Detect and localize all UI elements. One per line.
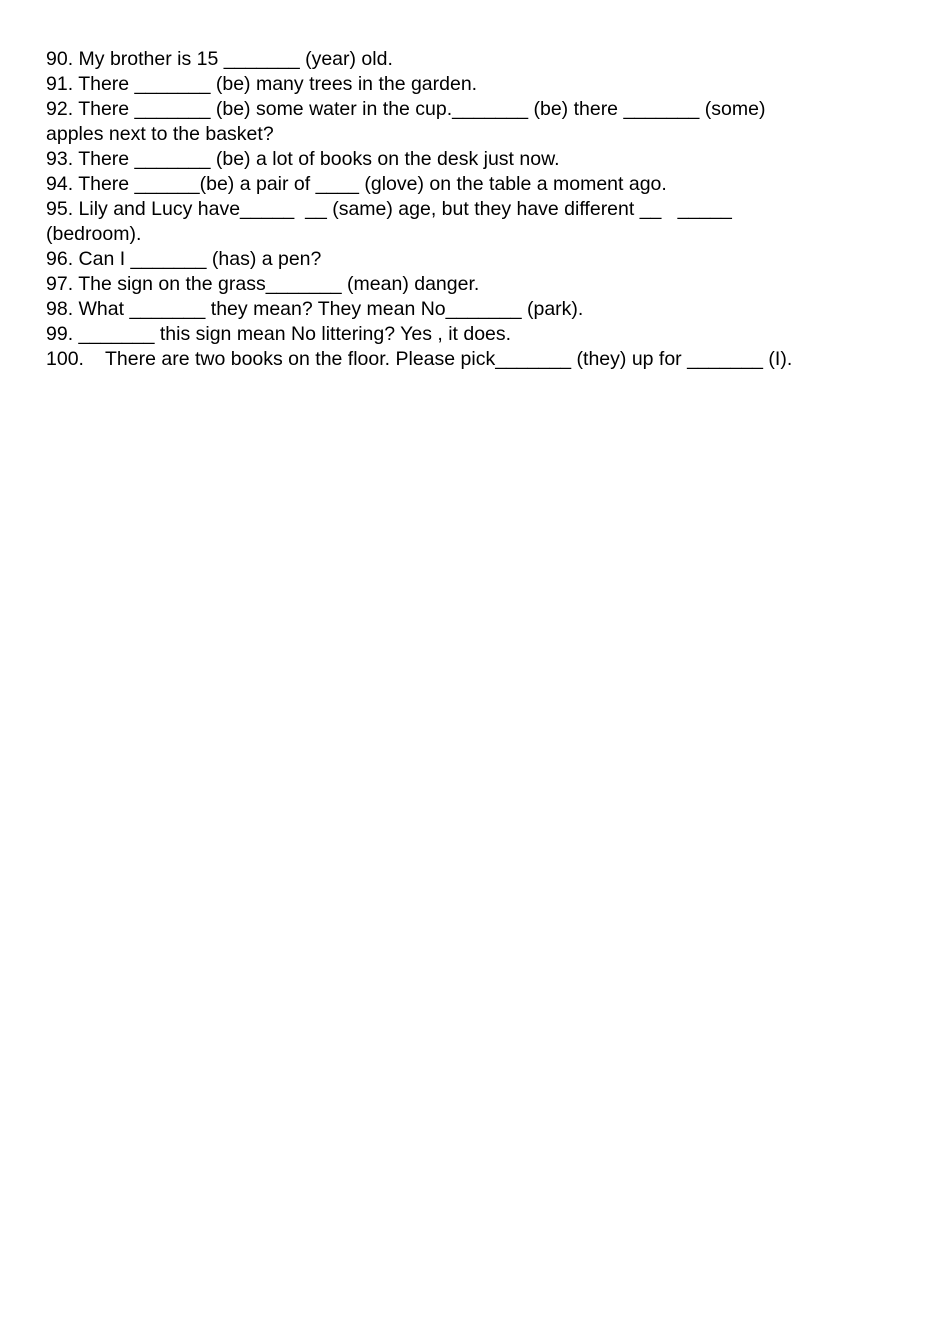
exercise-list <box>46 47 806 372</box>
question-90 <box>46 47 806 72</box>
question-number: 93. <box>46 148 74 170</box>
question-text: There _______ (be) many trees in the garden. <box>78 73 478 95</box>
question-text: There ______(be) a pair of ____ (glove) on the table a moment ago. <box>78 173 667 195</box>
question-number: 98. <box>46 298 74 320</box>
question-text: Lily and Lucy have_____ __ (same) age, but they have different __ _____ (bedroom). <box>46 198 738 245</box>
question-95 <box>46 197 806 247</box>
question-text: _______ this sign mean No littering? Yes , it does. <box>78 323 512 345</box>
question-98 <box>46 297 806 322</box>
question-number: 90. <box>46 48 74 70</box>
question-text: The sign on the grass_______ (mean) danger. <box>78 273 480 295</box>
question-94 <box>46 172 806 197</box>
question-number: 97. <box>46 273 74 295</box>
question-96 <box>46 247 806 272</box>
question-92 <box>46 97 806 147</box>
question-93 <box>46 147 806 172</box>
question-text: There are two books on the floor. Please pick_______ (they) up for _______ (I). <box>105 348 793 370</box>
question-91 <box>46 72 806 97</box>
question-99 <box>46 322 806 347</box>
question-number: 99. <box>46 323 74 345</box>
question-number: 94. <box>46 173 74 195</box>
question-text: What _______ they mean? They mean No_______ (park). <box>78 298 584 320</box>
question-100 <box>46 347 806 372</box>
question-number: 96. <box>46 248 74 270</box>
question-number: 95. <box>46 198 74 220</box>
question-number: 91. <box>46 73 74 95</box>
question-text: Can I _______ (has) a pen? <box>78 248 322 270</box>
question-97 <box>46 272 806 297</box>
question-text: There _______ (be) some water in the cup._______ (be) there _______ (some) apples next to the basket? <box>46 98 771 145</box>
question-text: There _______ (be) a lot of books on the desk just now. <box>78 148 560 170</box>
question-number: 92. <box>46 98 74 120</box>
question-text: My brother is 15 _______ (year) old. <box>78 48 393 70</box>
question-number: 100. <box>46 348 84 370</box>
